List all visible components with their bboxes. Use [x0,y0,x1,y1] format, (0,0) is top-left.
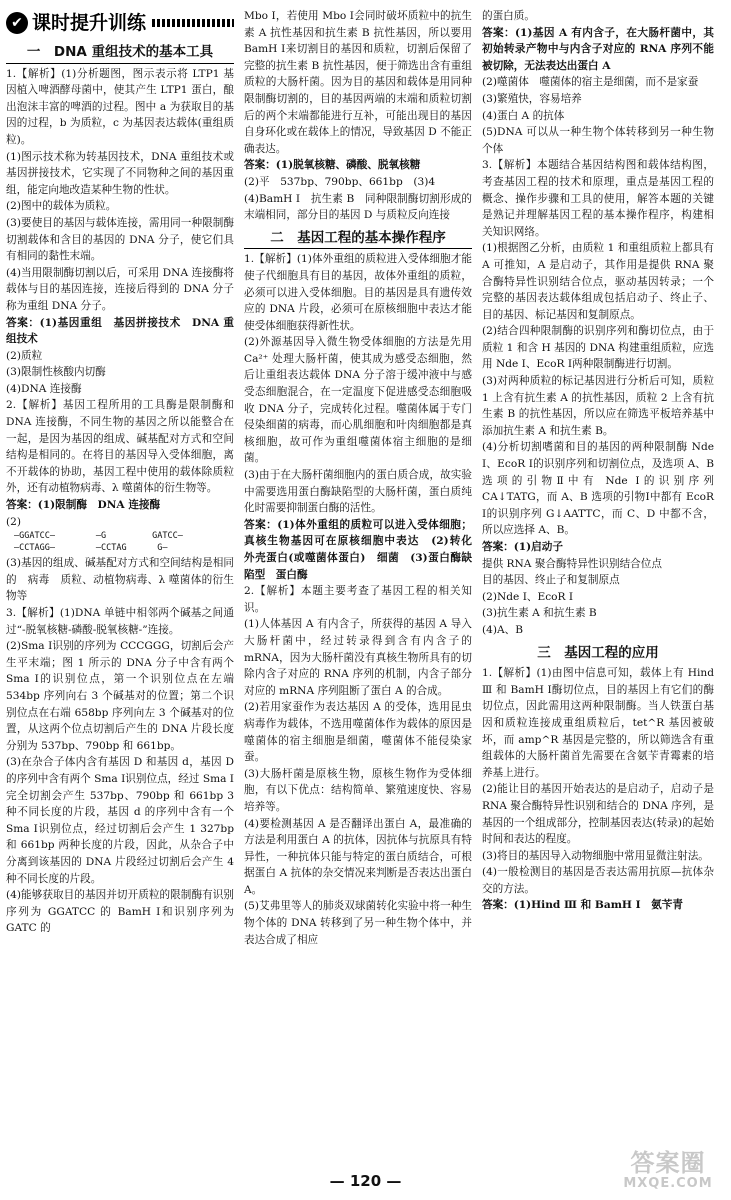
s2-q2-part5: (5)艾弗里等人的肺炎双球菌转化实验中将一种生物个体的 DNA 转移到了另一种生物个体中，并表达合成了相应 [244,900,472,946]
s2-q2-answer-5: (5)DNA 可以从一种生物个体转移到另一种生物个体 [482,126,714,155]
section-heading-3: 三 基因工程的应用 [537,644,659,661]
check-icon: ✔ [6,12,28,34]
s2-q2-answer-3: (3)繁殖快，容易培养 [482,92,582,105]
q1-answer-4: (4)DNA 连接酶 [6,382,82,395]
q2-answer-2: (2) [6,515,22,528]
q1-part2: (2)图中的载体为质粒。 [6,200,117,213]
s2-q3-answer-6: (4)A、B [482,623,524,636]
s2-q1-answer: 答案：(1)体外重组的质粒可以进入受体细胞；真核生物基因可在原核细胞中表达 (2)转化 外壳蛋白(或噬菌体蛋白) 细菌 (3)蛋白酶缺陷型 蛋白酶 [244,518,483,581]
q1-answer-2: (2)质粒 [6,349,43,362]
s2-q2-answer: 答案：(1)基因 A 有内含子，在大肠杆菌中，其初始转录产物中与内含子对应的 RNA 序列不能被切除，无法表达出蛋白 A [482,26,714,72]
dna-sequence-bottom: —CCTAGG— —CCTAG G— [14,543,168,554]
column-3 [482,8,714,914]
q3-part3: (3)在杂合子体内含有基因 D 和基因 d，基因 D 的序列中含有两个 Sma Ⅰ识别位点，经过 Sma Ⅰ完全切割会产生 537bp、790bp 和 661bp 3 种不同长度的片段，基因 d 的序列中含有一个 Sma Ⅰ识别位点，经过切割后会产生 1 327bp 和 661bp 两种长度的片段，因此，从杂合子中分离到该基因的 DNA 片段经过切割后会产生 4 种不同长度的片段。 [6,756,234,885]
watermark-line-1: 答案圈 [630,1149,706,1177]
s3-q1-answer: 答案：(1)Hind Ⅲ 和 BamH Ⅰ 氨苄青 [482,899,683,912]
s2-q2-part3: (3)大肠杆菌是原核生物，原核生物作为受体细胞，有以下优点：结构简单、繁殖速度快、容易培养等。 [244,767,472,813]
q3-answer-2: (2)平 537bp、790bp、661bp (3)4 [244,175,436,188]
dna-sequence-top: —GGATCC— —G GATCC— [14,531,183,542]
s2-q2-answer-4: (4)蛋白 A 的抗体 [482,109,565,122]
s2-q2-part2: (2)若用家蚕作为表达基因 A 的受体，选用昆虫病毒作为载体，不选用噬菌体作为载体的原因是噬菌体的宿主细胞是细菌，噬菌体不能侵染家蚕。 [244,701,472,764]
section-heading-2: 二 基因工程的基本操作程序 [244,230,472,250]
q3-answer-3: (4)BamH Ⅰ 抗生素 B 同种限制酶切割形成的末端相同，部分目的基因 D 与质粒反向连接 [244,192,472,222]
column-2 [244,8,483,948]
s2-q3-part4: (4)分析切割嗜菌和目的基因的两种限制酶 Nde Ⅰ、EcoR Ⅰ的识别序列和切割位点，及选项 A、B 选项的引物Ⅱ中有 Nde Ⅰ的识别序列 CA↓TATG，而 A、B 选项的引物Ⅰ中都有 EcoR Ⅰ的识别序列 G↓AATTC，而 C、D 中都不含，所以应选择 A、B。 [482,441,714,537]
q1-part3: (3)要使目的基因与载体连接，需用同一种限制酶切割载体和含目的基因的 DNA 分子，使它们具有相同的黏性末端。 [6,216,234,263]
s2-q3-analysis: 3.【解析】本题结合基因结构图和载体结构图，考查基因工程的技术和原理，重点是基因工程的概念、操作步骤和工具的使用，解答本题的关键是熟记并理解基因工程的基本操作程序，构建相关知识网络。 [482,159,714,238]
s3-q1-part2: (2)能让目的基因开始表达的是启动子，启动子是 RNA 聚合酶特异性识别和结合的 DNA 序列，是基因的一个组成部分，控制基因表达(转录)的起始时间和表达的程度。 [482,783,714,846]
q3-answer: 答案：(1)脱氧核糖、磷酸、脱氧核糖 [244,159,421,172]
watermark-line-2: MXQE.COM [623,1176,713,1191]
header-bar [6,8,234,38]
page-number: — 120 — [329,1172,402,1190]
q2-answer: 答案：(1)限制酶 DNA 连接酶 [6,499,161,512]
s2-q3-answer: 答案：(1)启动子 [482,541,563,553]
s2-q2-answer-2: (2)噬菌体 噬菌体的宿主是细菌，而不是家蚕 [482,76,699,89]
s2-q3-answer-3: 目的基因、终止子和复制原点 [482,574,620,587]
s2-q1-part3: (3)由于在大肠杆菌细胞内的蛋白质合成，故实验中需要选用蛋白酶缺陷型的大肠杆菌，蛋白质纯化时需要抑制蛋白酶的活性。 [244,469,472,515]
s2-q3-part2: (2)结合四种限制酶的识别序列和酶切位点，由于质粒 1 和含 H 基因的 DNA 构建重组质粒，应选用 Nde Ⅰ、EcoR Ⅰ两种限制酶进行切割。 [482,325,714,371]
s2-q3-answer-4: (2)Nde Ⅰ、EcoR Ⅰ [482,590,574,603]
q2-answer-3: (3)基因的组成、碱基配对方式和空间结构是相同的 病毒 质粒、动植物病毒、λ 噬菌体的衍生物等 [6,557,234,603]
q1-answer-3: (3)限制性核酸内切酶 [6,366,106,379]
s3-q1-part4: (4)一般检测目的基因是否表达需用抗原—抗体杂交的方法。 [482,866,714,895]
s2-q3-part3: (3)对两种质粒的标记基因进行分析后可知，质粒 1 上含有抗生素 A 的抗性基因，质粒 2 上含有抗生素 B 的抗性基因，所以应在筛选平板培养基中添加抗生素 A 和抗生素 B。 [482,375,714,437]
s2-q1-analysis: 1.【解析】(1)体外重组的质粒进入受体细胞才能使子代细胞具有目的基因，故体外重组的质粒，必须可以进入受体细胞。目的基因是具有遗传效应的 DNA 片段，必须可在原核细胞中表达才能使受体细胞获得新性状。 [244,253,472,332]
q3-analysis: 3.【解析】(1)DNA 单链中相邻两个碱基之间通过“-脱氧核糖-磷酸-脱氧核糖-”连接。 [6,607,234,636]
s2-q2-part4: (4)要检测基因 A 是否翻译出蛋白 A，最准确的方法是利用蛋白 A 的抗体，因抗体与抗原具有特异性，一种抗体只能与特定的蛋白质结合，可根据蛋白 A 抗体的杂交情况来判断是否表达出蛋白 A。 [244,817,472,896]
q1-answer: 答案：(1)基因重组 基因拼接技术 DNA 重组技术 [6,316,234,346]
q3-part2: (2)Sma Ⅰ识别的序列为 CCCGGG，切割后会产生平末端；图 1 所示的 DNA 分子中含有两个 Sma Ⅰ的识别位点，第一个识别位点在左端 534bp 序列向右 3 个碱基对的位置；第二个识别位点在右端 658bp 序列向左 3 个碱基对的位置，从这两个位点切割后产生的 DNA 片段长度分别为 537bp、790bp 和 661bp。 [6,640,234,752]
q3-part4: (4)能够获取目的基因并切开质粒的限制酶有识别序列为 GGATCC 的 BamH Ⅰ和识别序列为 GATC 的 [6,889,234,935]
s2-q2-part1: (1)人体基因 A 有内含子，所获得的基因 A 导入大肠杆菌中，经过转录得到含有内含子的 mRNA，因为大肠杆菌没有真核生物所具有的切除内含子对应的 RNA 序列的机制，内含子部分对应的 mRNA 序列阻断了蛋白 A 的合成。 [244,618,472,697]
s3-q1-analysis: 1.【解析】(1)由图中信息可知，载体上有 Hind Ⅲ 和 BamH Ⅰ酶切位点，目的基因上有它们的酶切位点，因此需用这两种限制酶。当人铁蛋白基因和质粒连接成重组质粒后，tet^R 基因被破坏，而 amp^R 基因是完整的，所以筛选含有重组载体的大肠杆菌首先需要在含氨苄青霉素的培养基上进行。 [482,667,714,779]
section-heading-1: 一 DNA 重组技术的基本工具 [6,44,234,64]
s2-q3-answer-2: 提供 RNA 聚合酶特异性识别结合位点 [482,557,662,570]
s2-q2-analysis: 2.【解析】本题主要考查了基因工程的相关知识。 [244,585,472,614]
header-decoration [152,19,234,27]
s2-q3-answer-5: (3)抗生素 A 和抗生素 B [482,607,597,620]
q3-continued: Mbo Ⅰ，若使用 Mbo Ⅰ会同时破坏质粒中的抗生素 A 抗性基因和抗生素 B 抗性基因，所以要用 BamH Ⅰ来切割目的基因和质粒，切割后保留了完整的抗生素 B 抗性基因，便于筛选出含有重组质粒的大肠杆菌。因为目的基因和载体是用同种限制酶切割的，目的基因两端的末端和质粒切割后的两个末端都能进行互补，可能出现目的基因自身环化或在载体上的情况，导致基因 D 不能正确表达。 [244,10,472,155]
s2-q3-part1: (1)根据图乙分析，由质粒 1 和重组质粒上都具有 A 可推知，A 是启动子，其作用是提供 RNA 聚合酶特异性识别结合位点，驱动基因转录；一个完整的基因表达载体组成包括启动子、终止子、目的基因、标记基因和复制原点。 [482,242,714,321]
q1-analysis: 1.【解析】(1)分析题图，图示表示将 LTP1 基因植入啤酒酵母菌中，使其产生 LTP1 蛋白，酿出泡沫丰富的啤酒的过程。图中 a 为获取目的基因的过程，b 为质粒，c 为基因表达载体(重组质粒)。 [6,67,234,146]
q2-analysis: 2.【解析】基因工程所用的工具酶是限制酶和 DNA 连接酶，不同生物的基因之所以能整合在一起，是因为基因的组成、碱基配对方式和空间结构是相同的。在将目的基因导入受体细胞，离不开载体的协助，基因工程中使用的载体除质粒外，还有动植物病毒、λ 噬菌体的衍生物等。 [6,399,234,495]
q1-part1: (1)图示技术称为转基因技术，DNA 重组技术或基因拼接技术，它实现了不同物种之间的基因重组，能定向地改造某种生物的性状。 [6,150,234,196]
q1-part4: (4)当用限制酶切割以后，可采用 DNA 连接酶将载体与目的基因连接，连接后得到的 DNA 分子称为重组 DNA 分子。 [6,266,234,312]
s3-q1-part3: (3)将目的基因导入动物细胞中常用显微注射法。 [482,849,709,862]
s2-q1-part2: (2)外源基因导入微生物受体细胞的方法是先用 Ca²⁺ 处理大肠杆菌，使其成为感受态细胞，然后让重组表达载体 DNA 分子溶于缓冲液中与感受态细胞混合，在一定温度下促进感受态细胞吸收 DNA 分子，完成转化过程。噬菌体属于专门侵染细菌的病毒，而心肌细胞和叶肉细胞都是真核细胞，故可作为重组噬菌体宿主细胞的是细菌。 [244,336,472,465]
s2-q2-continued: 的蛋白质。 [482,10,535,22]
watermark-logo [613,1150,723,1191]
column-1 [6,8,234,937]
page-title: 课时提升训练 [32,11,147,34]
